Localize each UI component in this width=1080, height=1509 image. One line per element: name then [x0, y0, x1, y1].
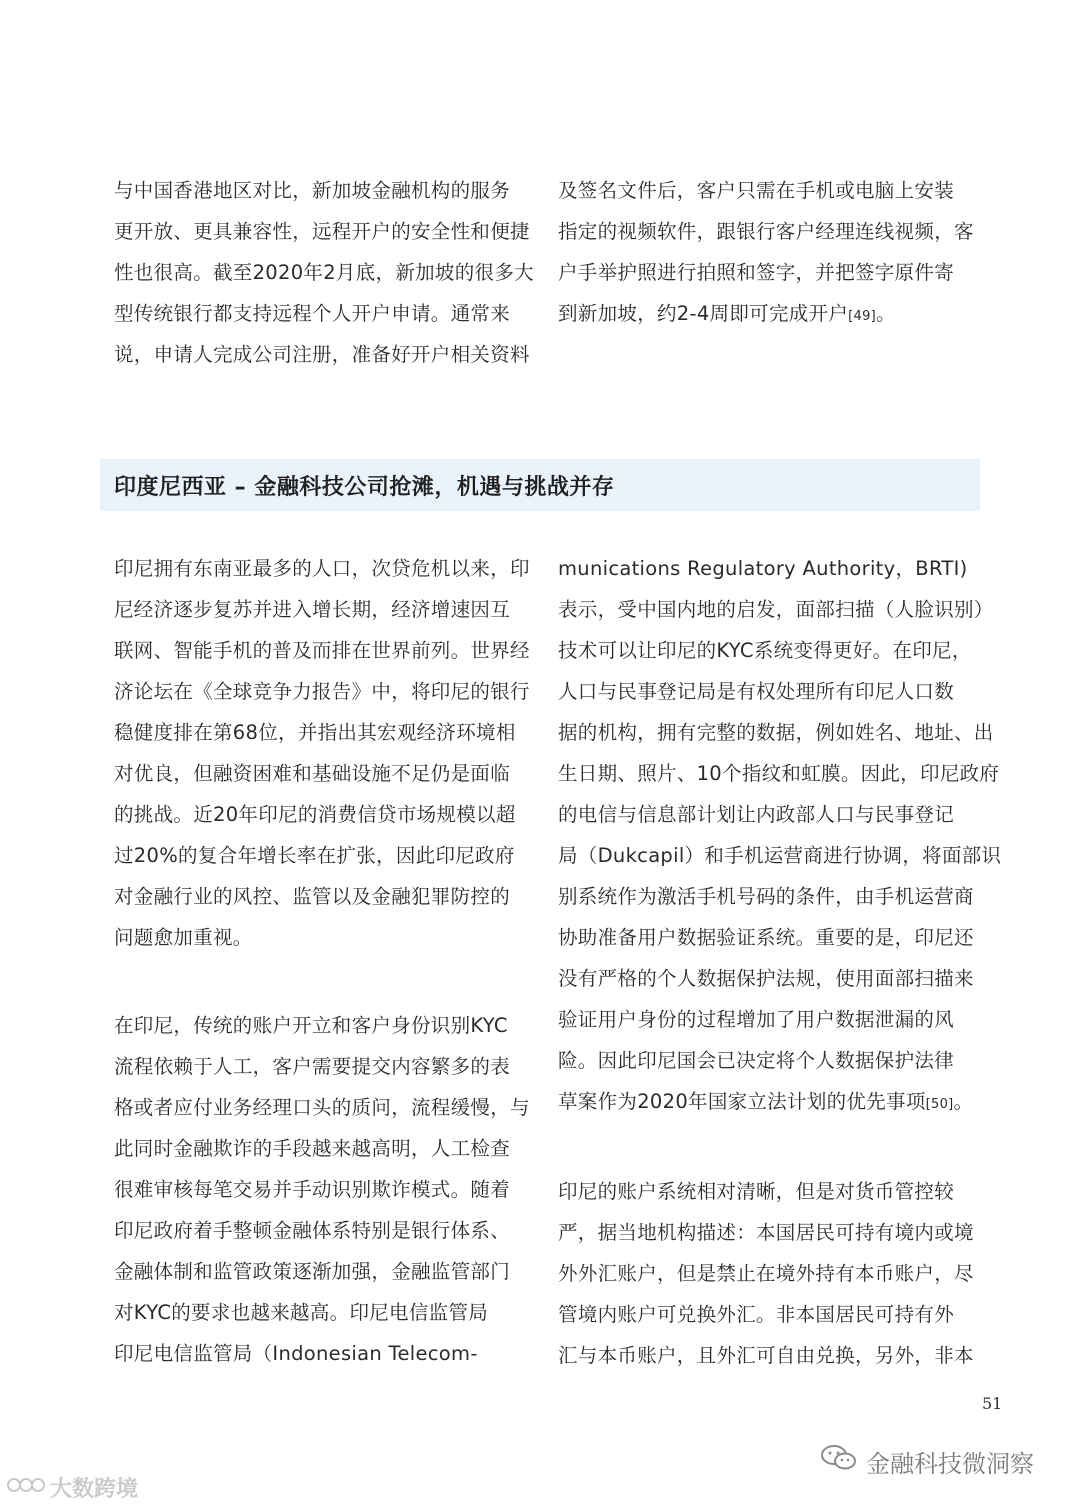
text-line: 生日期、照片、10个指纹和虹膜。因此，印尼政府 [558, 762, 1000, 785]
left-column [114, 548, 530, 958]
text-line: 严，据当地机构描述：本国居民可持有境内或境 [558, 1221, 974, 1244]
text-line: 稳健度排在第68位，并指出其宏观经济环境相 [114, 721, 516, 744]
text-line: 流程依赖于人工，客户需要提交内容繁多的表 [114, 1055, 511, 1078]
watermark-left-text: 大数跨境 [50, 1477, 139, 1502]
text-line: 验证用户身份的过程增加了用户数据泄漏的风 [558, 1008, 955, 1031]
text-line: 户手举护照进行拍照和签字，并把签字原件寄 [558, 261, 955, 284]
watermark-left [6, 1472, 138, 1503]
text-line: 对金融行业的风控、监管以及金融犯罪防控的 [114, 885, 511, 908]
line-text: 草案作为2020年国家立法计划的优先事项 [558, 1090, 926, 1113]
citation-ref[interactable]: [49] [848, 309, 877, 324]
section-heading-bar [100, 459, 980, 511]
text-line: 更开放、更具兼容性，远程开户的安全性和便捷 [114, 220, 530, 243]
text-line: 对优良，但融资困难和基础设施不足仍是面临 [114, 762, 511, 785]
text-line: 格或者应付业务经理口头的质问，流程缓慢，与 [114, 1096, 530, 1119]
text-line: 的挑战。近20年印尼的消费信贷市场规模以超 [114, 803, 516, 826]
text-line: 印尼政府着手整顿金融体系特别是银行体系、 [114, 1219, 511, 1242]
text-line: 在印尼，传统的账户开立和客户身份识别KYC [114, 1014, 508, 1037]
text-line [558, 1081, 974, 1122]
text-line: 金融体制和监管政策逐渐加强，金融监管部门 [114, 1260, 511, 1283]
text-line: 技术可以让印尼的KYC系统变得更好。在印尼， [558, 639, 972, 662]
text-line [558, 293, 970, 334]
section-title: 印度尼西亚 – 金融科技公司抢滩，机遇与挑战并存 [114, 475, 615, 500]
text-line: munications Regulatory Authority，BRTI) [558, 557, 968, 580]
right-column-para2 [558, 1171, 974, 1376]
text-line: 没有严格的个人数据保护法规，使用面部扫描来 [558, 967, 974, 990]
text-line: 管境内账户可兑换外汇。非本国居民可持有外 [558, 1303, 955, 1326]
text-line: 尼经济逐步复苏并进入增长期，经济增速因互 [114, 598, 511, 621]
line-end: 。 [953, 1090, 974, 1113]
watermark-right-text: 金融科技微洞察 [866, 1449, 1034, 1478]
text-line: 与中国香港地区对比，新加坡金融机构的服务 [114, 179, 511, 202]
text-line: 型传统银行都支持远程个人开户申请。通常来 [114, 302, 511, 325]
line-text: 到新加坡，约2-4周即可完成开户 [558, 302, 849, 325]
text-line: 济论坛在《全球竞争力报告》中，将印尼的银行 [114, 680, 530, 703]
text-line: 指定的视频软件，跟银行客户经理连线视频，客 [558, 220, 974, 243]
text-line: 别系统作为激活手机号码的条件，由手机运营商 [558, 885, 974, 908]
watermark-logo-icon [6, 1474, 46, 1502]
text-line: 据的机构，拥有完整的数据，例如姓名、地址、出 [558, 721, 994, 744]
citation-ref[interactable]: [50] [925, 1097, 954, 1112]
text-line: 印尼电信监管局（Indonesian Telecom- [114, 1342, 478, 1365]
text-line: 问题愈加重视。 [114, 926, 253, 949]
text-line: 人口与民事登记局是有权处理所有印尼人口数 [558, 680, 955, 703]
text-line: 局（Dukcapil）和手机运营商进行协调，将面部识 [558, 844, 1002, 867]
text-line: 及签名文件后，客户只需在手机或电脑上安装 [558, 179, 955, 202]
text-line: 说，申请人完成公司注册，准备好开户相关资料 [114, 343, 530, 366]
text-line: 过20%的复合年增长率在扩张，因此印尼政府 [114, 844, 515, 867]
text-line: 对KYC的要求也越来越高。印尼电信监管局 [114, 1301, 489, 1324]
left-column-para2 [114, 1005, 530, 1374]
text-line: 的电信与信息部计划让内政部人口与民事登记 [558, 803, 955, 826]
text-line: 印尼的账户系统相对清晰，但是对货币管控较 [558, 1180, 955, 1203]
text-line: 此同时金融欺诈的手段越来越高明，人工检查 [114, 1137, 511, 1160]
text-line: 性也很高。截至2020年2月底，新加坡的很多大 [114, 261, 534, 284]
text-line: 很难审核每笔交易并手动识别欺诈模式。随着 [114, 1178, 511, 1201]
wechat-icon [820, 1443, 858, 1479]
text-line: 外外汇账户，但是禁止在境外持有本币账户，尽 [558, 1262, 974, 1285]
text-line: 险。因此印尼国会已决定将个人数据保护法律 [558, 1049, 955, 1072]
top-right-column [558, 170, 974, 334]
watermark-right [820, 1443, 1034, 1479]
line-end: 。 [876, 302, 896, 325]
text-line: 表示，受中国内地的启发，面部扫描（人脸识别） [558, 598, 994, 621]
page-number: 51 [982, 1394, 1003, 1413]
text-line: 协助准备用户数据验证系统。重要的是，印尼还 [558, 926, 974, 949]
text-line: 印尼拥有东南亚最多的人口，次贷危机以来，印 [114, 557, 530, 580]
top-left-column [114, 170, 534, 375]
right-column [558, 548, 1002, 1122]
text-line: 汇与本币账户，且外汇可自由兑换，另外，非本 [558, 1344, 974, 1367]
text-line: 联网、智能手机的普及而排在世界前列。世界经 [114, 639, 530, 662]
